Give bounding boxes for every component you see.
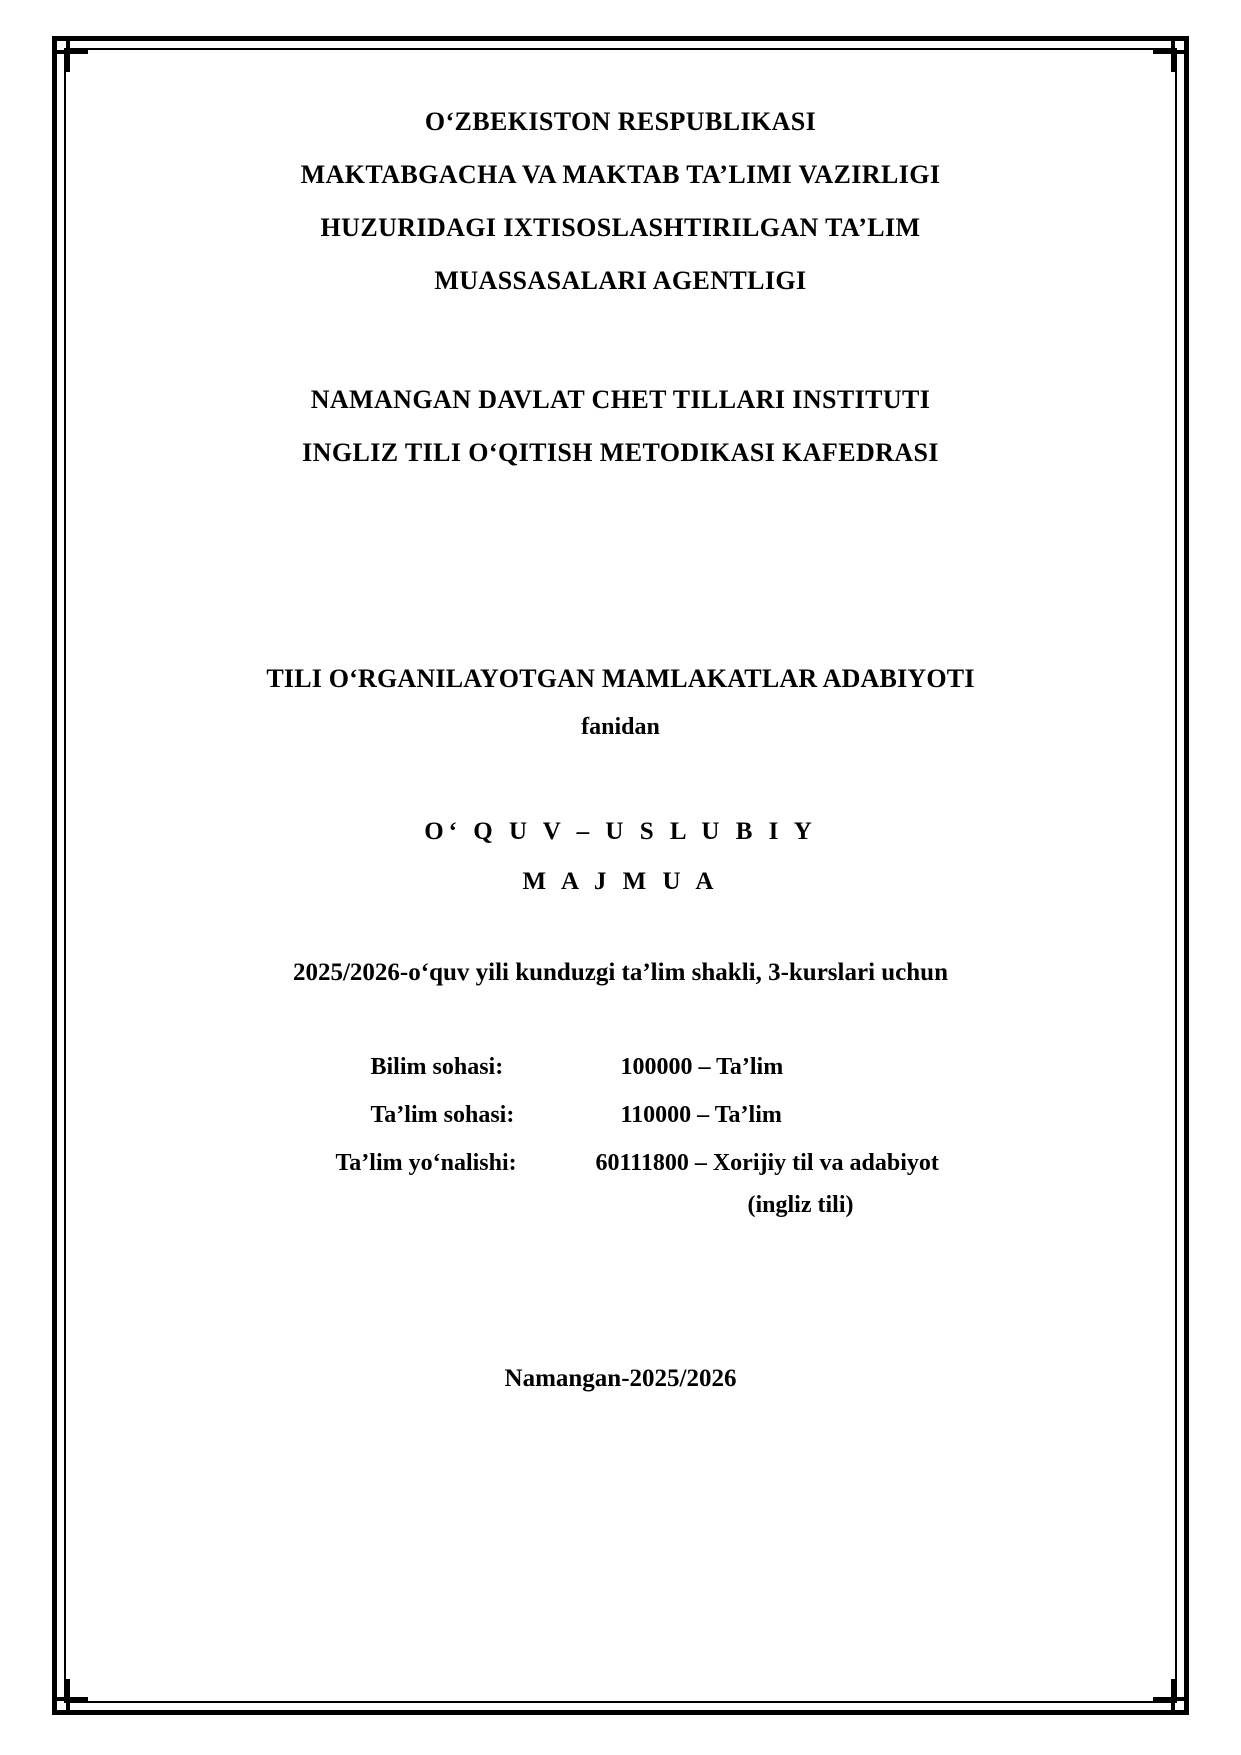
field-value-education-area: 110000 – Ta’lim bbox=[620, 1102, 782, 1128]
field-value-education-direction bbox=[586, 1141, 1021, 1225]
program-fields bbox=[221, 1045, 1021, 1225]
academic-year-line: 2025/2026-o‘quv yili kunduzgi ta’lim shakli, 3-kurslari uchun bbox=[292, 959, 948, 986]
spacer-before-fields bbox=[95, 995, 1146, 1045]
field-label-education-direction: Ta’lim yo‘nalishi: bbox=[335, 1150, 517, 1176]
subject-subtitle: fanidan bbox=[581, 714, 660, 740]
spacer-after-subject bbox=[95, 749, 1146, 807]
field-label-education-area: Ta’lim sohasi: bbox=[370, 1102, 515, 1128]
complex-line-2: M A J M U A bbox=[522, 868, 719, 895]
institute-name: NAMANGAN DAVLAT CHET TILLARI INSTITUTI bbox=[310, 385, 931, 414]
corner-ornament-top-left bbox=[52, 36, 88, 72]
ministry-line-4: MUASSASALARI AGENTLIGI bbox=[434, 266, 807, 295]
corner-ornament-bottom-left bbox=[52, 1679, 88, 1715]
department-name: INGLIZ TILI O‘QITISH METODIKASI KAFEDRASI bbox=[302, 438, 939, 467]
field-label-knowledge-area: Bilim sohasi: bbox=[370, 1054, 504, 1080]
field-value-direction-main: 60111800 – Xorijiy til va adabiyot bbox=[595, 1150, 939, 1176]
complex-line-1: O‘ Q U V – U S L U B I Y bbox=[424, 818, 817, 845]
spacer-before-place bbox=[95, 1229, 1146, 1357]
field-row bbox=[336, 1045, 1021, 1089]
ministry-line-3: HUZURIDAGI IXTISOSLASHTIRILGAN TA’LIM bbox=[320, 213, 921, 242]
ministry-line-2: MAKTABGACHA VA MAKTAB TA’LIMI VAZIRLIGI bbox=[300, 160, 941, 189]
spacer-after-ministry bbox=[95, 307, 1146, 373]
field-row bbox=[336, 1141, 1021, 1225]
spacer-after-institute bbox=[95, 479, 1146, 653]
place-and-year: Namangan-2025/2026 bbox=[504, 1365, 737, 1392]
field-value-knowledge-area: 100000 – Ta’lim bbox=[620, 1054, 784, 1080]
field-value-direction-second: (ingliz tili) bbox=[747, 1192, 854, 1218]
subject-title: TILI O‘RGANILAYOTGAN MAMLAKATLAR ADABIYOTI bbox=[266, 664, 975, 693]
ministry-line-1: O‘ZBEKISTON RESPUBLIKASI bbox=[424, 107, 817, 136]
corner-ornament-top-right bbox=[1153, 36, 1189, 72]
title-page-content bbox=[95, 95, 1146, 1401]
corner-ornament-bottom-right bbox=[1153, 1679, 1189, 1715]
spacer-after-complex bbox=[95, 907, 1146, 951]
field-row bbox=[336, 1093, 1021, 1137]
